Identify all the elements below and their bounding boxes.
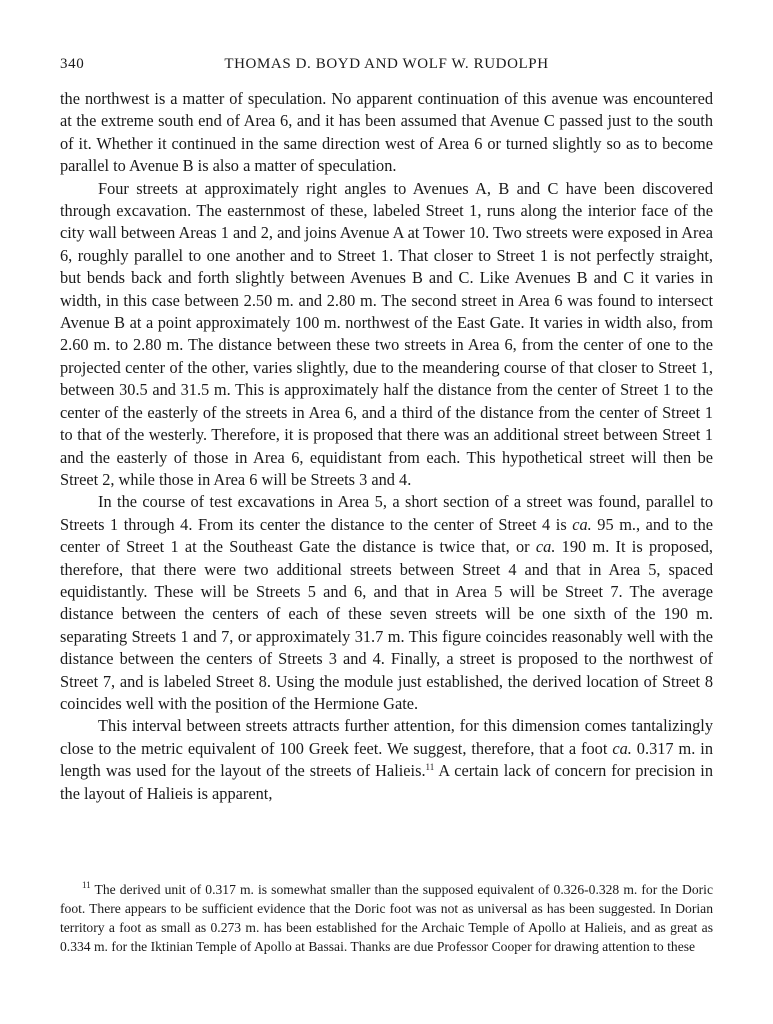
paragraph [60,178,713,492]
running-title: THOMAS D. BOYD AND WOLF W. RUDOLPH [224,56,549,72]
footnote-ref: 11 [425,762,435,773]
paragraph [60,88,713,178]
paragraph-text: 0.317 m. in length was used for the layout of the streets of Halieis. [60,738,714,781]
paragraph-text: Four streets at approximately right angles to Avenues A, B and C have been discovered through excavation. The easternmost of these, labeled Street 1, runs along the interior face of the city wall between Areas 1 and 2, and joins Avenue A at Tower 10. Two streets were exposed in Area 6, roughly parallel to one another and to Street 1. That closer to Street 1 is not perfectly straight, but bends back and forth slightly between Avenues B and C. Like Avenues B and C it varies in width, in this case between 2.50 m. and 2.80 m. The second street in Area 6 was found to intersect Avenue B at a point approximately 100 m. northwest of the East Gate. It varies in width also, from 2.60 m. to 2.80 m. The distance between these two streets in Area 6, from the center of one to the projected center of the other, varies slightly, due to the meandering course of that closer to Street 1, between 30.5 and 31.5 m. This is approximately half the distance from the center of Street 1 to the center of the easterly of the streets in Area 6, and a third of the distance from the center of Street 1 to that of the westerly. Therefore, it is proposed that there was an additional street between Street 1 and the easterly of those in Area 6, equidistant from each. This hypothetical street will then be Street 2, while those in Area 6 will be Streets 3 and 4. [60,178,713,489]
paragraph-text: In the course of test excavations in Area 5, a short section of a street was found, parallel to Streets 1 through 4. From its center the distance to the center of Street 4 is [60,492,713,534]
footnote-text-block [60,880,713,956]
running-head [60,56,713,76]
paragraph-text: the northwest is a matter of speculation. No apparent continuation of this avenue was encountered at the extreme south end of Area 6, and it has been assumed that Avenue C passed just to the south of it. Whether it continued in the same direction west of Area 6 or turned slightly so as to become parallel to Avenue B is also a matter of speculation. [60,89,713,176]
paragraph-text: 190 m. It is proposed, therefore, that there were two additional streets between Street 4 and that in Area 5, spaced equidistantly. These will be Streets 5 and 6, and that in Area 5 will be Street 7. The average distance between the centers of each of these seven streets will be one sixth of the 190 m. separating Streets 1 and 7, or approximately 31.7 m. This figure coincides reasonably well with the distance between the centers of Streets 3 and 4. Finally, a street is proposed to the northwest of Street 7, and is labeled Street 8. Using the module just established, the derived location of Street 8 coincides well with the position of the Hermione Gate. [60,537,713,713]
paragraph [60,715,713,805]
paragraph-text: 95 m., and to the center of Street 1 at the Southeast Gate the distance is twice that, or [60,514,713,557]
footnote-marker: 11 [82,880,91,890]
paragraph-text: A certain lack of concern for precision in the layout of Halieis is apparent, [60,761,713,803]
footnote [60,880,713,956]
body-text [60,88,713,805]
page-number: 340 [60,56,85,72]
italic-text: ca. [535,537,556,557]
paragraph [60,491,713,715]
italic-text: ca. [572,514,592,534]
footnote-text: The derived unit of 0.317 m. is somewhat smaller than the supposed equivalent of 0.326-0.328 m. for the Doric foot. There appears to be sufficient evidence that the Doric foot was not as universal as has been suggested. In Dorian territory a foot as small as 0.273 m. has been established for the Archaic Temple of Apollo at Halieis, and as great as 0.334 m. for the Iktinian Temple of Apollo at Bassai. Thanks are due Professor Cooper for drawing attention to these [60,882,713,954]
italic-text: ca. [612,738,632,758]
paragraph-text: This interval between streets attracts further attention, for this dimension comes tantalizingly close to the metric equivalent of 100 Greek feet. We suggest, therefore, that a foot [60,716,713,758]
